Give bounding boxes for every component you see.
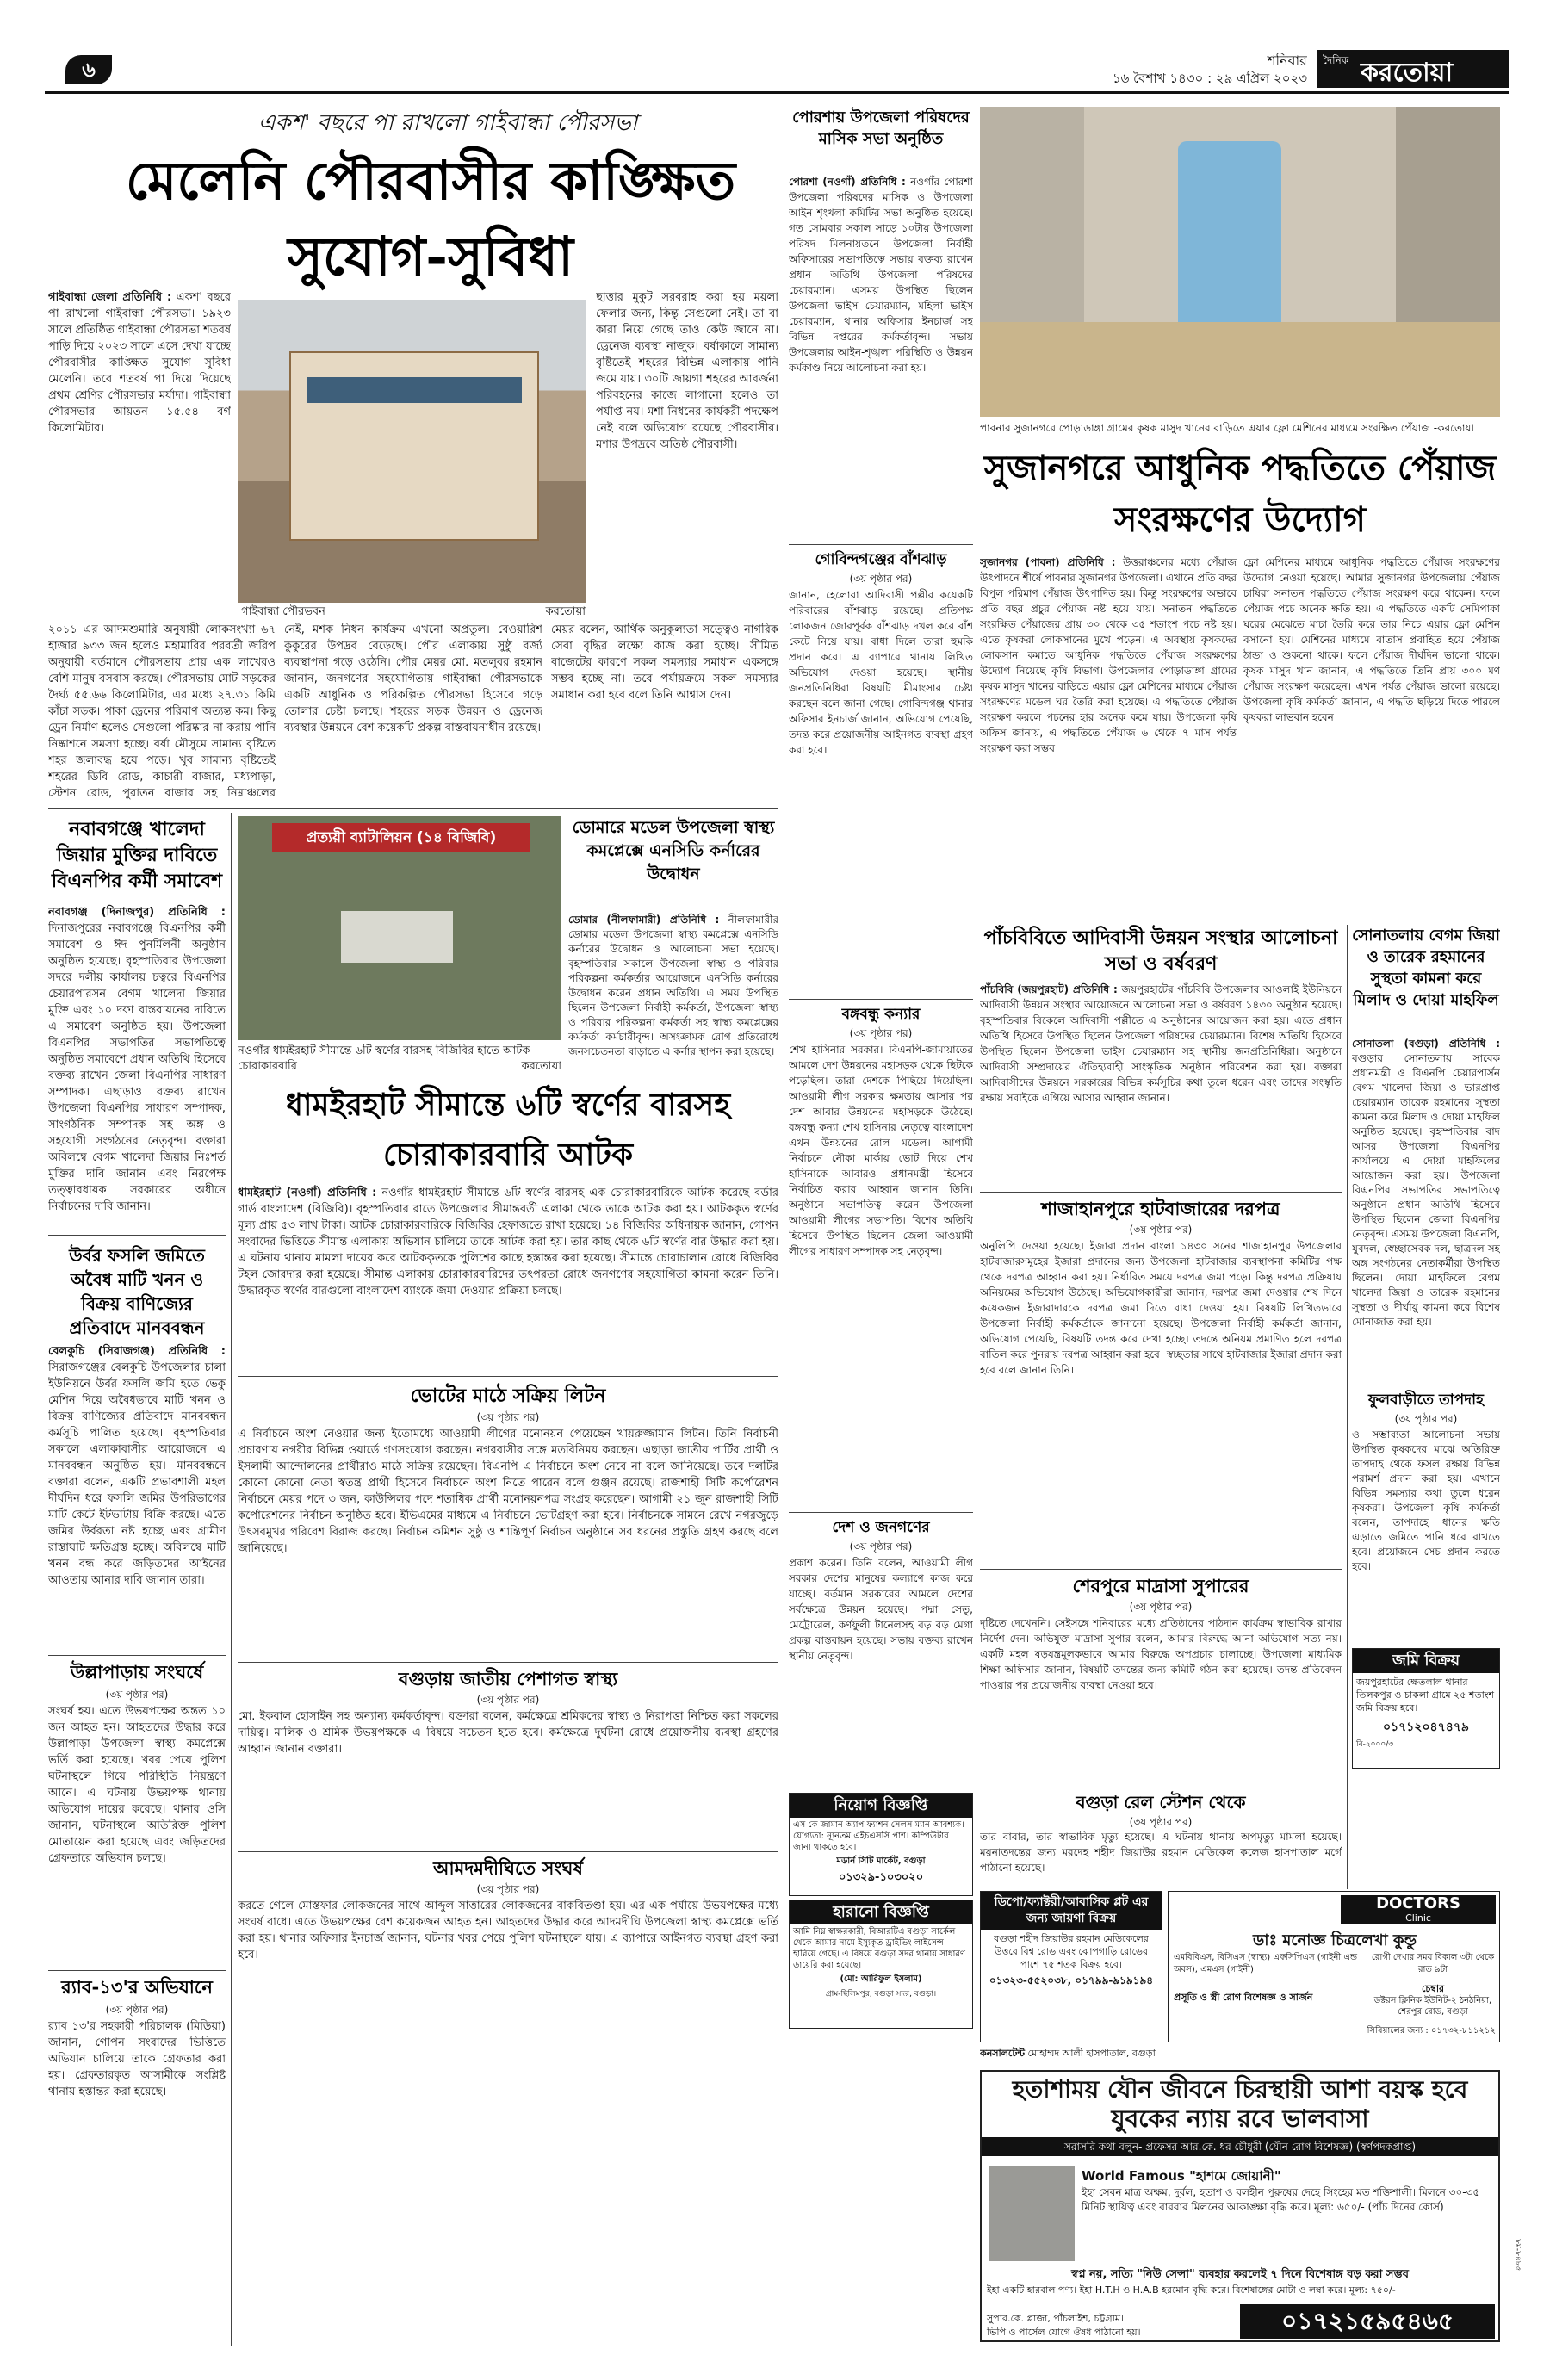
nawabganj-byline: নবাবগঞ্জ (দিনাজপুর) প্রতিনিধি : bbox=[48, 906, 226, 919]
rab-text: র‌্যাব ১৩'র সহকারী পরিচালক (মিডিয়া) জানান, গোপন সংবাদের ভিত্তিতে অভিযান চালিয়ে তাকে গ্রেফতার করা হয়। গ্রেফতারকৃত আসামীকে সংশ্লিষ্ট থানায় হস্তান্তর করা হয়েছে। bbox=[48, 2020, 226, 2098]
left-rule-3 bbox=[48, 1970, 226, 1971]
phulbari-cont: (৩য় পৃষ্ঠার পর) bbox=[1394, 1413, 1458, 1425]
doctors-degree: এমবিবিএস, বিসিএস (স্বাস্থ্য) এফসিপিএস (গাইনী এন্ড অবস), এমএস (গাইনী) bbox=[1174, 1953, 1357, 1974]
bangabandhu-cont: (৩য় পৃষ্ঠার পর) bbox=[849, 1027, 913, 1039]
lead-photo-credit: করতোয়া bbox=[545, 605, 586, 618]
sonatola-body bbox=[1352, 1037, 1500, 1381]
ullapara2-text: সংঘর্ষ হয়। এতে উভয়পক্ষের অন্তত ১০ জন আহত হন। আহতদের উদ্ধার করে উল্লাপাড়া উপজেলা স্বাস্থ্য কমপ্লেক্সে ভর্তি করা হয়েছে। খবর পেয়ে পুলিশ ঘটনাস্থলে গিয়ে পরিস্থিতি নিয়ন্ত্রণে আনে। এ ঘটনায় উভয়পক্ষ থানায় অভিযোগ দায়ের করেছে। থানার ওসি জানান, ঘটনাস্থলে অতিরিক্ত পুলিশ মোতায়েন করা হয়েছে এবং জড়িতদের গ্রেফতারে অভিযান চলছে। bbox=[48, 1705, 226, 1865]
niyog-ad bbox=[789, 1793, 973, 1896]
porsha-headline: পোরশায় উপজেলা পরিষদের মাসিক সভা অনুষ্ঠিত bbox=[792, 108, 970, 148]
desh-text: প্রকাশ করেন। তিনি বলেন, আওয়ামী লীগ সরকার দেশের মানুষের কল্যাণে কাজ করে যাচ্ছে। বর্তমান সরকারের আমলে দেশের সর্বক্ষেত্রে উন্নয়ন হয়েছে। পদ্মা সেতু, মেট্রোরেল, কর্ণফুলী টানেলসহ বড় বড় মেগা প্রকল্প বাস্তবায়ন হয়েছে। সভায় বক্তব্য রাখেন স্থানীয় নেতৃবৃন্দ। bbox=[789, 1557, 973, 1662]
jomi-body: জয়পুরহাটের ক্ষেতলাল থানার তিলকপুর ও চাকলা গ্রামে ২৫ শতাংশ জমি বিক্রয় হবে। bbox=[1356, 1677, 1495, 1714]
lead-col1 bbox=[48, 289, 231, 608]
page-number-badge bbox=[65, 55, 112, 84]
doctors-name: ডাঃ মনোজ্ঞ চিত্রলেখা কুন্ডু bbox=[1252, 1931, 1417, 1949]
onion-caption: পাবনার সুজানগরে পোড়াডাঙ্গা গ্রামের কৃষক মাসুদ খানের বাড়িতে এয়ার ফ্লো মেশিনের মাধ্যমে সংরক্ষিত পেঁয়াজ -করতোয়া bbox=[980, 422, 1474, 434]
pharmacy-delivery: ভিপি ও পার্সেল যোগে ঔষধ পাঠানো হয়। bbox=[987, 2327, 1141, 2338]
ullapara-byline: বেলকুচি (সিরাজগঞ্জ) প্রতিনিধি : bbox=[48, 1345, 226, 1358]
pharmacy-product: World Famous "হাশমে জোয়ানী" bbox=[1082, 2168, 1281, 2184]
niyog-address: মডার্ন সিটি মার্কেট, বগুড়া bbox=[836, 1856, 926, 1866]
nawabganj-headline: নবাবগঞ্জে খালেদা জিয়ার মুক্তির দাবিতে বিএনপির কর্মী সমাবেশ bbox=[51, 818, 223, 892]
doctors-spec: প্রসূতি ও স্ত্রী রোগ বিশেষজ্ঞ ও সার্জন bbox=[1174, 1992, 1313, 2003]
bogura-rail-headline: বগুড়া রেল স্টেশন থেকে bbox=[1076, 1792, 1246, 1813]
jomi-phone: ০১৭১২০৪৭৪৭৯ bbox=[1382, 1720, 1470, 1734]
bogura-jatiya-text: মো. ইকবাল হোসাইন সহ অন্যান্য কর্মকর্তাবৃন্দ। বক্তারা বলেন, কর্মক্ষেত্রে শ্রমিকদের স্বাস্থ্য ও নিরাপত্তা নিশ্চিত করা সকলের দায়িত্ব। মালিক ও শ্রমিক উভয়পক্ষকে এ বিষয়ে সচেতন হতে হবে। কর্মক্ষেত্রে দুর্ঘটনা রোধে প্রয়োজনীয় ব্যবস্থা গ্রহণের আহ্বান জানান বক্তারা। bbox=[238, 1710, 778, 1756]
page-number: ৬ bbox=[82, 58, 96, 82]
lead-body-3 bbox=[551, 622, 778, 803]
doctors-serial: সিরিয়ালের জন্য : ০১৭৩২-৮১১২১২ bbox=[1367, 2026, 1496, 2036]
govindaganj-bash-rule bbox=[789, 999, 973, 1000]
pharmacy-tagline: স্বপ্ন নয়, সত্যি "নিউ সেন্সা" ব্যবহার করলেই ৭ দিনে বিশেষাঙ্গ বড় করা সম্ভব bbox=[1071, 2268, 1409, 2281]
dipo-phone: ০১৩২৩-৫৫২০৩৮, ০১৭৯৯-৯১৯১৯৪ bbox=[989, 1974, 1154, 1986]
shajahanpur-text: অনুলিপি দেওয়া হয়েছে। ইজারা প্রদান বাংলা ১৪৩০ সনের শাজাহানপুর উপজেলার হাটবাজারসমূহের ইজারা প্রদানের জন্য উপজেলা হাটবাজার ব্যবস্থাপনা কমিটির পক্ষ থেকে দরপত্র আহ্বান করা হয়। নির্ধারিত সময়ে দরপত্র জমা পড়ে। কিন্তু দরপত্র প্রক্রিয়ায় অনিয়মের অভিযোগ উঠেছে। অভিযোগকারীরা জানান, দরপত্র জমা দেওয়ার শেষ দিনে কয়েকজন ইজারাদারকে দরপত্র জমা দিতে বাধা দেওয়া হয়। বিষয়টি লিখিতভাবে উপজেলা নির্বাহী কর্মকর্তাকে জানানো হয়েছে। উপজেলা নির্বাহী কর্মকর্তা জানান, অভিযোগ পেয়েছি, বিষয়টি তদন্ত করে দেখা হচ্ছে। তদন্তে অনিয়ম প্রমাণিত হলে দরপত্র বাতিল করে পুনরায় দরপত্র আহ্বান করা হবে। স্বচ্ছতার সাথে হাটবাজার ইজারা প্রদান করা হবে বলে জানান তিনি। bbox=[980, 1240, 1342, 1376]
side-note: ৮ম-৮৪৮৫ bbox=[1513, 2239, 1522, 2272]
lead-body-1 bbox=[48, 622, 276, 803]
sonatola-headline: সোনাতলায় বেগম জিয়া ও তারেক রহমানের সুস্থতা কামনা করে মিলাদ ও দোয়া মাহফিল bbox=[1352, 927, 1500, 1009]
doctors-ad bbox=[1168, 1891, 1500, 2042]
harano-body: আমি নিম্ন স্বাক্ষরকারী, বিআরটিএ বগুড়া সার্কেল থেকে আমার নামে ইস্যুকৃত ড্রাইভিং লাইসেন্স হারিয়ে গেছে। এ বিষয়ে বগুড়া সদর থানায় সাধারণ ডায়েরি করা হয়েছে। bbox=[793, 1927, 965, 1970]
porsha-body bbox=[789, 174, 973, 536]
col-rule-1 bbox=[231, 813, 232, 2346]
niyog-title: নিয়োগ বিজ্ঞপ্তি bbox=[790, 1794, 972, 1818]
onion-text: উত্তরাঞ্চলের মধ্যে পেঁয়াজ উৎপাদনে শীর্ষে পাবনার সুজানগর উপজেলা। এখানে প্রতি বছর বিপুল পরিমাণ পেঁয়াজ উৎপাদিত হয়। কিন্তু সংরক্ষণের অভাবে প্রতি বছর প্রচুর পেঁয়াজ নষ্ট হয়ে যায়। সনাতন পদ্ধতিতে সংরক্ষিত পেঁয়াজের প্রায় ৩০ থেকে ৩৫ শতাংশ পচে নষ্ট হয়। এতে কৃষকরা লোকসানের মুখে পড়েন। এ অবস্থায় কৃষকদের লোকসান কমাতে আধুনিক পদ্ধতিতে পেঁয়াজ সংরক্ষণের উদ্যোগ নিয়েছে কৃষি বিভাগ। উপজেলার পোড়াডাঙ্গা গ্রামের কৃষক মাসুদ খানের বাড়িতে এয়ার ফ্লো মেশিনের মাধ্যমে পেঁয়াজ সংরক্ষণের মডেল ঘর তৈরি করা হয়েছে। এ পদ্ধতিতে পেঁয়াজ সংরক্ষণ করলে পচনের হার অনেক কমে যায়। উপজেলা কৃষি অফিস জানায়, এ পদ্ধতিতে পেঁয়াজ ৬ থেকে ৭ মাস পর্যন্ত সংরক্ষণ করা সম্ভব। bbox=[980, 556, 1237, 754]
dhomar-headline: ডোমারে মডেল উপজেলা স্বাস্থ্য কমপ্লেক্সে এনসিডি কর্নারের উদ্বোধন bbox=[572, 818, 775, 883]
ullapara-text: সিরাজগঞ্জের বেলকুচি উপজেলার চালা ইউনিয়নে উর্বর ফসলি জমি হতে ভেকু মেশিন দিয়ে অবৈধভাবে মাটি খনন ও বিক্রয় বাণিজ্যের প্রতিবাদে মানববন্ধন কর্মসূচি পালিত হয়েছে। বৃহস্পতিবার সকালে এলাকাবাসীর আয়োজনে এ মানববন্ধন অনুষ্ঠিত হয়। মানববন্ধনে বক্তারা বলেন, একটি প্রভাবশালী মহল দীর্ঘদিন ধরে ফসলি জমির উপরিভাগের মাটি কেটে ইটভাটায় বিক্রি করছে। এতে জমির উর্বরতা নষ্ট হচ্ছে এবং গ্রামীণ রাস্তাঘাট ক্ষতিগ্রস্ত হচ্ছে। অবিলম্বে মাটি খনন বন্ধ করে জড়িতদের আইনের আওতায় আনার দাবি জানান তারা। bbox=[48, 1361, 226, 1587]
panchbibi-text: জয়পুরহাটের পাঁচবিবি উপজেলার আওলাই ইউনিয়নে আদিবাসী উন্নয়ন সংস্থার আয়োজনে আলোচনা সভা ও বর্ষবরণ ১৪৩০ অনুষ্ঠান হয়েছে। বৃহস্পতিবার বিকেলে আদিবাসী পল্লীতে এ অনুষ্ঠানের আয়োজন করা হয়। এতে প্রধান অতিথি হিসেবে উপস্থিত ছিলেন উপজেলা পরিষদের চেয়ারম্যান। বিশেষ অতিথি হিসেবে উপস্থিত ছিলেন উপজেলা ভাইস চেয়ারম্যান সহ স্থানীয় জনপ্রতিনিধিরা। অনুষ্ঠানে আদিবাসী সম্প্রদায়ের ঐতিহ্যবাহী সাংস্কৃতিক অনুষ্ঠান পরিবেশন করা হয়। বক্তারা আদিবাসীদের উন্নয়নে সরকারের বিভিন্ন কর্মসূচির কথা তুলে ধরেন এবং তাদের সংস্কৃতি রক্ষায় সবাইকে এগিয়ে আসার আহ্বান জানান। bbox=[980, 983, 1342, 1104]
dhomar-body bbox=[568, 913, 778, 1076]
shajahanpur-rule bbox=[980, 1569, 1342, 1570]
bgb-caption-credit: করতোয়া bbox=[521, 1060, 561, 1073]
lead-col2-text-b: মশা নিধনের কার্যকরী পদক্ষেপ নেই বলে অভিযোগ রয়েছে পৌরবাসীর। মশার উপদ্রবে অতিষ্ঠ পৌরবাসী। bbox=[596, 406, 778, 451]
pharmacy-title: হতাশাময় যৌন জীবনে চিরস্থায়ী আশা বয়স্ক হবে যুবকের ন্যায় রবে ভালবাসা bbox=[1012, 2075, 1468, 2133]
onion-headline: সুজানগরে আধুনিক পদ্ধতিতে পেঁয়াজ সংরক্ষণের উদ্যোগ bbox=[983, 448, 1497, 540]
dipo-title: ডিপো/ফ্যাক্টরী/আবাসিক প্লট এর জন্য জায়গা বিক্রয় bbox=[981, 1892, 1162, 1930]
ullapara2-body bbox=[48, 1703, 226, 1962]
harano-name: (মো: আরিফুল ইসলাম) bbox=[840, 1974, 922, 1984]
bangabandhu-headline: বঙ্গবন্ধু কন্যার bbox=[841, 1006, 921, 1023]
panchbibi-byline: পাঁচবিবি (জয়পুরহাট) প্রতিনিধি : bbox=[980, 983, 1118, 995]
left-rule-2 bbox=[48, 1655, 226, 1656]
lead-body-2 bbox=[284, 622, 542, 803]
col-rule-3 bbox=[1347, 925, 1348, 1889]
bogura-jatiya-rule bbox=[238, 1851, 778, 1852]
lead-bottom-rule bbox=[48, 808, 778, 809]
doctors-time: রোগী দেখার সময় বিকাল ৩টা থেকে রাত ৯টা bbox=[1371, 1953, 1495, 1974]
vote-body bbox=[238, 1426, 778, 1658]
lead-kicker: একশ' বছরে পা রাখলো গাইবান্ধা পৌরসভা bbox=[257, 110, 638, 136]
sherpur-body bbox=[980, 1615, 1342, 1788]
bgb-photo bbox=[238, 816, 561, 1040]
lead-photo-caption: গাইবান্ধা পৌরভবন bbox=[241, 605, 326, 618]
dipo-body: বগুড়া শহীদ জিয়াউর রহমান মেডিকেলের উত্তরে বিশ্ব রোড এবং ঝোপগাড়ি রোডের পাশে ৭৫ শতক বিক্রয় হবে। bbox=[994, 1933, 1149, 1970]
shajahanpur-headline: শাজাহানপুরে হাটবাজারের দরপত্র bbox=[1041, 1198, 1280, 1219]
lead-photo bbox=[238, 300, 586, 603]
amadighi-cont: (৩য় পৃষ্ঠার পর) bbox=[476, 1883, 540, 1895]
paper-name: করতোয়া bbox=[1361, 58, 1454, 88]
amadighi-text: করতে গেলে মোস্তফার লোকজনের সাথে আব্দুল সাত্তারের লোকজনের বাকবিতণ্ডা হয়। এর এক পর্যায়ে উভয়পক্ষের মধ্যে সংঘর্ষ বাধে। এতে উভয়পক্ষের বেশ কয়েকজন আহত হন। আহতদের উদ্ধার করে আদমদীঘি উপজেলা স্বাস্থ্য কমপ্লেক্সে ভর্তি করা হয়। থানার অফিসার ইনচার্জ জানান, ঘটনার খবর পেয়ে পুলিশ ঘটনাস্থলে যায়। এ ব্যাপারে আইনগত ব্যবস্থা গ্রহণ করা হবে। bbox=[238, 1900, 778, 1962]
vote-headline: ভোটের মাঠে সক্রিয় লিটন bbox=[410, 1385, 606, 1407]
jomi-title: জমি বিক্রয় bbox=[1353, 1649, 1499, 1673]
bangabandhu-rule bbox=[789, 1512, 973, 1513]
bangabandhu-body bbox=[789, 1042, 973, 1507]
sonatola-text: বগুড়ার সোনাতলায় সাবেক প্রধানমন্ত্রী ও বিএনপি চেয়ারপার্সন বেগম খালেদা জিয়া ও ভারপ্রাপ্ত চেয়ারম্যান তারেক রহমানের সুস্থতা কামনা করে মিলাদ ও দোয়া মাহফিল অনুষ্ঠিত হয়েছে। বৃহস্পতিবার বাদ আসর উপজেলা বিএনপির কার্যালয়ে এ দোয়া মাহফিলের আয়োজন করা হয়। উপজেলা বিএনপির সভাপতির সভাপতিত্বে অনুষ্ঠানে প্রধান অতিথি হিসেবে উপস্থিত ছিলেন জেলা বিএনপির নেতৃবৃন্দ। এসময় উপজেলা বিএনপি, যুবদল, স্বেচ্ছাসেবক দল, ছাত্রদল সহ অঙ্গ সংগঠনের নেতাকর্মীরা উপস্থিত ছিলেন। দোয়া মাহফিলে বেগম খালেদা জিয়া ও তারেক রহমানের সুস্থতা ও দীর্ঘায়ু কামনা করে বিশেষ মোনাজাত করা হয়। bbox=[1352, 1052, 1500, 1328]
govindaganj-bash-body bbox=[789, 587, 973, 997]
jomi-ref: বি-২০০০/৩ bbox=[1356, 1740, 1394, 1749]
nawabganj-body bbox=[48, 904, 226, 1231]
bogura-jatiya-headline: বগুড়ায় জাতীয় পেশাগত স্বাস্থ্য bbox=[398, 1668, 618, 1689]
header-day: শনিবার bbox=[1268, 53, 1307, 69]
paper-logo bbox=[1318, 50, 1509, 88]
govindaganj-bash-headline: গোবিন্দগঞ্জের বাঁশঝাড় bbox=[815, 551, 947, 568]
bgb-byline: ধামইরহাট (নওগাঁ) প্রতিনিধি : bbox=[238, 1187, 377, 1199]
harano-ad bbox=[789, 1900, 973, 2029]
lead-headline: মেলেনি পৌরবাসীর কাঙ্ক্ষিত সুযোগ-সুবিধা bbox=[125, 149, 736, 288]
panchbibi-rule bbox=[980, 1192, 1342, 1193]
shajahanpur-cont: (৩য় পৃষ্ঠার পর) bbox=[1129, 1224, 1193, 1236]
ullapara-headline: উর্বর ফসলি জমিতে অবৈধ মাটি খনন ও বিক্রয় বাণিজ্যের প্রতিবাদে মানববন্ধন bbox=[69, 1245, 205, 1338]
harano-title: হারানো বিজ্ঞপ্তি bbox=[790, 1900, 972, 1924]
consultant-box bbox=[980, 2046, 1162, 2067]
rab-cont: (৩য় পৃষ্ঠার পর) bbox=[105, 2004, 169, 2016]
amadighi-body bbox=[238, 1898, 778, 2346]
pharmacy-address: সুপার.কে. প্লাজা, পাঁচলাইশ, চট্টগ্রাম। bbox=[987, 2313, 1124, 2324]
doctors-sub: Clinic bbox=[1405, 1912, 1431, 1924]
bogura-jatiya-body bbox=[238, 1708, 778, 1846]
header-rule bbox=[45, 91, 1509, 94]
bogura-jatiya-cont: (৩য় পৃষ্ঠার পর) bbox=[476, 1694, 540, 1706]
sonatola-byline: সোনাতলা (বগুড়া) প্রতিনিধি : bbox=[1352, 1038, 1500, 1050]
harano-address: গ্রাম-ছিলিমপুর, বগুড়া সদর, বগুড়া। bbox=[825, 1990, 937, 1999]
bgb-photo-banner: প্রত্যয়ী ব্যাটালিয়ন (১৪ বিজিবি) bbox=[272, 823, 530, 852]
nawabganj-text: দিনাজপুরের নবাবগঞ্জে বিএনপির কর্মী সমাবেশ ও ঈদ পুনর্মিলনী অনুষ্ঠান অনুষ্ঠিত হয়েছে। বৃহস্পতিবার উপজেলা সদরে দলীয় কার্যালয় চত্বরে বিএনপির চেয়ারপারসন বেগম খালেদা জিয়ার মুক্তি এবং ১০ দফা বাস্তবায়নের দাবিতে এ সমাবেশ অনুষ্ঠিত হয়। উপজেলা বিএনপির সভাপতির সভাপতিত্বে অনুষ্ঠিত সমাবেশে প্রধান অতিথি হিসেবে বক্তব্য রাখেন জেলা বিএনপির সাধারণ সম্পাদক। এছাড়াও বক্তব্য রাখেন উপজেলা বিএনপির সাধারণ সম্পাদক, সাংগঠনিক সম্পাদক সহ অঙ্গ ও সহযোগী সংগঠনের নেতৃবৃন্দ। বক্তারা অবিলম্বে বেগম খালেদা জিয়ার নিঃশর্ত মুক্তির দাবি জানান এবং নিরপেক্ষ তত্ত্বাবধায়ক সরকারের অধীনে নির্বাচনের দাবি জানান। bbox=[48, 922, 226, 1213]
consultant-body: মোহাম্মদ আলী হাসপাতাল, বগুড়া bbox=[1027, 2048, 1156, 2059]
bgb-text: নওগাঁর ধামইরহাট সীমান্তে ৬টি স্বর্ণের বারসহ এক চোরাকারবারিকে আটক করেছে বর্ডার গার্ড বাংলাদেশ (বিজিবি)। বৃহস্পতিবার রাতে উপজেলার সীমান্তবর্তী এলাকা থেকে তাকে আটক করা হয়। আটককৃত স্বর্ণের মূল্য প্রায় ৫৩ লাখ টাকা। আটক চোরাকারবারিকে বিজিবির হেফাজতে রাখা হয়েছে। ১৪ বিজিবির অধিনায়ক জানান, গোপন সংবাদের ভিত্তিতে সীমান্ত এলাকায় অভিযান চালিয়ে তাকে আটক করা হয়। তার কাছ থেকে ৬টি স্বর্ণের বার উদ্ধার করা হয়। এ ঘটনায় থানায় মামলা দায়ের করে আটককৃতকে পুলিশের কাছে হস্তান্তর করা হয়েছে। সীমান্তে চোরাচালান রোধে বিজিবির টহল জোরদার করা হয়েছে। সীমান্ত এলাকায় চোরাকারবারিদের তৎপরতা রোধে জনগণের সহযোগিতা কামনা করেন তিনি। উদ্ধারকৃত স্বর্ণের বারগুলো বাংলাদেশ ব্যাংকে জমা দেওয়ার প্রক্রিয়া চলছে। bbox=[238, 1187, 778, 1298]
vote-cont: (৩য় পৃষ্ঠার পর) bbox=[476, 1411, 540, 1423]
onion-text-2: ফ্লো মেশিনের মাধ্যমে আধুনিক পদ্ধতিতে পেঁয়াজ সংরক্ষণের উদ্যোগ নেওয়া হয়েছে। আমার সুজানগর উপজেলায় পেঁয়াজ চাষিরা সনাতন পদ্ধতিতে পেঁয়াজ সংরক্ষণ করে থাকেন। ফলে পেঁয়াজ পচে অনেক ক্ষতি হয়। এ পদ্ধতিতে একটি সেমিপাকা ঘরের মেঝেতে মাচা তৈরি করে তার নিচে এয়ার ফ্লো মেশিন বসানো হয়। মেশিনের মাধ্যমে বাতাস প্রবাহিত হয়ে পেঁয়াজ ঠান্ডা ও শুকনো থাকে। ফলে পেঁয়াজ দীর্ঘদিন ভালো থাকে। কৃষক মাসুদ খান জানান, এ পদ্ধতিতে তিনি প্রায় ৩০০ মণ পেঁয়াজ সংরক্ষণ করেছেন। এখন পর্যন্ত পেঁয়াজ ভালো রয়েছে। উপজেলা কৃষি কর্মকর্তা জানান, এ পদ্ধতি ছড়িয়ে দিতে পারলে কৃষকরা লাভবান হবেন। bbox=[1243, 556, 1500, 723]
sherpur-text: দৃষ্টিতে দেখেননি। সেইসঙ্গে শনিবারের মধ্যে প্রতিষ্ঠানের পাঠদান কার্যক্রম স্বাভাবিক রাখার নির্দেশ দেন। অভিযুক্ত মাদ্রাসা সুপার বলেন, আমার বিরুদ্ধে আনা অভিযোগ সত্য নয়। একটি মহল ষড়যন্ত্রমূলকভাবে আমার বিরুদ্ধে অপপ্রচার চালাচ্ছে। উপজেলা মাধ্যমিক শিক্ষা অফিসার জানান, বিষয়টি তদন্তের জন্য কমিটি গঠন করা হয়েছে। তদন্ত প্রতিবেদন পাওয়ার পর প্রয়োজনীয় ব্যবস্থা নেওয়া হবে। bbox=[980, 1617, 1342, 1691]
lead-byline: গাইবান্ধা জেলা প্রতিনিধি : bbox=[48, 291, 172, 304]
bgb-body bbox=[238, 1185, 778, 1373]
paper-name-small: দৈনিক bbox=[1323, 54, 1349, 66]
niyog-phone: ০১৩২৯-১০৩০২০ bbox=[838, 1871, 924, 1884]
onion-body-2 bbox=[1243, 555, 1500, 916]
onion-body-1 bbox=[980, 555, 1237, 916]
bogura-rail-body bbox=[980, 1829, 1342, 1889]
bgb-caption bbox=[238, 1044, 561, 1075]
doctors-address: ডক্টরস ক্লিনিক ইউনিট-২ ঠনঠনিয়া, শেরপুর রোড, বগুড়া bbox=[1373, 1996, 1492, 2017]
desh-headline: দেশ ও জনগণের bbox=[832, 1519, 930, 1536]
consultant-title: কনসালটেন্ট bbox=[980, 2048, 1025, 2059]
phulbari-text: ও সম্ভাব্যতা আলোচনা সভায় উপস্থিত কৃষকদের মাঝে অতিরিক্ত তাপদাহ থেকে ফসল রক্ষায় বিভিন্ন পরামর্শ প্রদান করা হয়। এখানে বিভিন্ন সমস্যার কথা তুলে ধরেন কৃষকরা। উপজেলা কৃষি কর্মকর্তা বলেন, তাপদাহে ধানের ক্ষতি এড়াতে জমিতে পানি ধরে রাখতে হবে। প্রয়োজনে সেচ প্রদান করতে হবে। bbox=[1352, 1429, 1500, 1572]
mohadevpur-headline bbox=[568, 1090, 778, 1091]
dhomar-text: নীলফামারীর ডোমার মডেল উপজেলা স্বাস্থ্য কমপ্লেক্সে এনসিডি কর্নারের উদ্বোধন ও আলোচনা সভা হয়েছে। বৃহস্পতিবার সকালে উপজেলা স্বাস্থ্য ও পরিবার পরিকল্পনা কর্মকর্তার আয়োজনে এনসিডি কর্নারের উদ্বোধন করেন প্রধান অতিথি। এ সময় উপস্থিত ছিলেন উপজেলা নির্বাহী কর্মকর্তা, উপজেলা স্বাস্থ্য ও পরিবার পরিকল্পনা কর্মকর্তা সহ স্বাস্থ্য কমপ্লেক্সের কর্মকর্তা কর্মচারীবৃন্দ। অসংক্রামক রোগ প্রতিরোধে জনসচেতনতা বাড়াতে এ কর্নার স্থাপন করা হয়েছে। bbox=[568, 914, 778, 1057]
vote-rule bbox=[238, 1662, 778, 1663]
niyog-body: এস কে জামান অ্যাপ ফ্যাশন সেলস ম্যান আবশ্যক। যোগ্যতা: ন্যূনতম এইচএসসি পাশ। কম্পিউটার জানা থাকতে হবে। bbox=[793, 1820, 964, 1852]
porsha-text: নওগাঁর পোরশা উপজেলা পরিষদের মাসিক ও উপজেলা আইন শৃংখলা কমিটির সভা অনুষ্ঠিত হয়েছে। গত সোমবার সকাল সাড়ে ১০টায় উপজেলা পরিষদ মিলনায়তনে উপজেলা নির্বাহী অফিসারের সভাপতিত্বে সভায় বক্তব্য রাখেন প্রধান অতিথি উপজেলা পরিষদের চেয়ারম্যান। এসময় উপস্থিত ছিলেন উপজেলা ভাইস চেয়ারম্যান, মহিলা ভাইস চেয়ারম্যান, থানার অফিসার ইনচার্জ সহ বিভিন্ন দপ্তরের কর্মকর্তাবৃন্দ। সভায় উপজেলার আইন-শৃঙ্খলা পরিস্থিতি ও উন্নয়ন কর্মকাণ্ড নিয়ে আলোচনা করা হয়। bbox=[789, 176, 973, 374]
phulbari-headline: ফুলবাড়ীতে তাপদাহ bbox=[1367, 1391, 1484, 1409]
pharmacy-photo bbox=[989, 2166, 1075, 2261]
lead-body-2-text: নেই, মশক নিধন কার্যক্রম এখনো অপ্রতুল। বেওয়ারিশ কুকুরের উপদ্রব বেড়েছে। পৌর এলাকায় সুষ্ঠু বর্জ্য ব্যবস্থাপনা গড়ে ওঠেনি। পৌর মেয়র মো. মতলুবর রহমান জানান, জনগণের সহযোগিতায় গাইবান্ধা পৌরসভাকে একটি আধুনিক ও পরিকল্পিত পৌরসভা হিসেবে গড়ে তোলার চেষ্টা চলছে। শহরের সড়ক উন্নয়ন ও ড্রেনেজ ব্যবস্থার উন্নয়নে বেশ কয়েকটি প্রকল্প বাস্তবায়নাধীন রয়েছে। bbox=[284, 623, 542, 734]
rab-headline: র‌্যাব-১৩'র অভিযানে bbox=[61, 1976, 213, 1998]
onion-byline: সুজানগর (পাবনা) প্রতিনিধি : bbox=[980, 556, 1116, 568]
pharmacy-ad bbox=[980, 2070, 1500, 2342]
lead-col2-text: ছাত্তার মুকুট সরবরাহ করা হয় ময়লা ফেলার জন্য, কিন্তু সেগুলো নেই। তা বা কারা নিয়ে গেছে তাও কেউ জানে না। ড্রেনেজ ব্যবস্থা নাজুক। বর্ষাকালে সামান্য বৃষ্টিতেই শহরের বিভিন্ন এলাকায় পানি জমে যায়। ৩০টি জায়গা শহরের আবর্জনা পরিবহনের কাজে লাগানো হলেও তা পর্যাপ্ত নয়। bbox=[596, 291, 778, 418]
porsha-rule bbox=[789, 544, 973, 545]
bangabandhu-text: শেখ হাসিনার সরকার। বিএনপি-জামায়াতের আমলে দেশ উন্নয়নের মহাসড়ক থেকে ছিটকে পড়েছিল। তারা দেশকে পিছিয়ে দিয়েছিল। আওয়ামী লীগ সরকার ক্ষমতায় আসার পর দেশ আবার উন্নয়নের মহাসড়কে উঠেছে। বঙ্গবন্ধু কন্যা শেখ হাসিনার নেতৃত্বে বাংলাদেশ এখন উন্নয়নের রোল মডেল। আগামী নির্বাচনে নৌকা মার্কায় ভোট দিয়ে শেখ হাসিনাকে আবারও প্রধানমন্ত্রী হিসেবে নির্বাচিত করার আহ্বান জানান তিনি। অনুষ্ঠানে সভাপতিত্ব করেন উপজেলা আওয়ামী লীগের সভাপতি। বিশেষ অতিথি হিসেবে উপস্থিত ছিলেন জেলা আওয়ামী লীগের সাধারণ সম্পাদক সহ নেতৃবৃন্দ। bbox=[789, 1044, 973, 1257]
doctors-brand: DOCTORS bbox=[1376, 1894, 1460, 1912]
rab-body bbox=[48, 2018, 226, 2337]
panchbibi-body bbox=[980, 982, 1342, 1188]
lead-body-1-text: ২০১১ এর আদমশুমারি অনুযায়ী লোকসংখ্যা ৬৭ হাজার ৯৩৩ জন হলেও মহামারির পরবর্তী জরিপ অনুযায়ী বর্তমানে পৌরসভায় প্রায় এক লাখেরও বেশি মানুষ বসবাস করছে। পৌরসভায় মোট সড়কের দৈর্ঘ্য ৫৫.৬৬ কিলোমিটার, এর মধ্যে ২৭.৩১ কিমি কাঁচা সড়ক। পাকা ড্রেনের পরিমাণ অত্যন্ত কম। কিছু ড্রেন নির্মাণ হলেও সেগুলো পরিষ্কার না করায় পানি নিষ্কাশনে সমস্যা হচ্ছে। বর্ষা মৌসুমে সামান্য বৃষ্টিতে শহর জলাবদ্ধ হয়ে পড়ে। খুব সামান্য বৃষ্টিতেই শহরের ডিবি রোড, কাচারী বাজার, মধ্যপাড়া, স্টেশন রোড, পুরাতন বাজার সহ নিম্নাঞ্চলের bbox=[48, 623, 276, 800]
pharmacy-phone: ০১৭২১৫৯৫৪৬৫ bbox=[1240, 2304, 1495, 2339]
govindaganj-bash-text: জানান, হেলোরা আদিবাসী পল্লীর কয়েকটি পরিবারের বাঁশঝাড় রয়েছে। প্রতিপক্ষ লোকজন জোরপূর্বক বাঁশঝাড় দখল করে বাঁশ কেটে নিয়ে যায়। বাধা দিলে তারা হুমকি প্রদান করে। এ ব্যাপারে থানায় লিখিত অভিযোগ দেওয়া হয়েছে। স্থানীয় জনপ্রতিনিধিরা বিষয়টি মীমাংসার চেষ্টা করছেন বলে জানা গেছে। গোবিন্দগঞ্জ থানার অফিসার ইনচার্জ জানান, অভিযোগ পেয়েছি, তদন্ত করে প্রয়োজনীয় আইনগত ব্যবস্থা গ্রহণ করা হবে। bbox=[789, 589, 973, 756]
doctors-chamber: চেম্বার bbox=[1421, 1983, 1445, 1994]
bogura-rail-text: তার বাবার, তার স্বাভাবিক মৃত্যু হয়েছে। এ ঘটনায় থানায় অপমৃত্যু মামলা হয়েছে। ময়নাতদন্তের জন্য মরদেহ শহীদ জিয়াউর রহমান মেডিকেল কলেজ হাসপাতাল মর্গে পাঠানো হয়েছে। bbox=[980, 1831, 1342, 1874]
desh-body bbox=[789, 1555, 973, 1788]
jomi-ad bbox=[1352, 1648, 1500, 1769]
pharmacy-tagline-body: ইহা একটি হারবাল পণ্য। ইহা H.T.H ও H.A.B হরমোন বৃদ্ধি করে। বিশেষাঙ্গের মোটা ও লম্বা করে। মূল্য: ৭৫০/- bbox=[987, 2284, 1396, 2296]
lead-col2 bbox=[596, 289, 778, 608]
shajahanpur-body bbox=[980, 1238, 1342, 1565]
pharmacy-body: ইহা সেবন মাত্র অক্ষম, দুর্বল, হতাশ ও বলহীন পুরুষের দেহে সিংহের মত শক্তিশালী। মিলনে ৩০-৩৫ মিনিট স্থায়িত্ব এবং বারবার মিলনের আকাঙ্ক্ষা বৃদ্ধি করে। মূল্য: ৬৫০/- (পাঁচ দিনের কোর্স) bbox=[1082, 2186, 1480, 2213]
panchbibi-headline: পাঁচবিবিতে আদিবাসী উন্নয়ন সংস্থার আলোচনা সভা ও বর্ষবরণ bbox=[983, 927, 1338, 975]
pharmacy-strip: সরাসরি কথা বলুন- প্রফেসর আর.কে. ধর চৌধুরী (যৌন রোগ বিশেষজ্ঞ) (স্বর্ণপদকপ্রাপ্ত) bbox=[982, 2137, 1498, 2156]
sherpur-headline: শেরপুরে মাদ্রাসা সুপারের bbox=[1072, 1575, 1249, 1596]
left-rule-1 bbox=[48, 1235, 226, 1236]
header-date: ১৬ বৈশাখ ১৪৩০ : ২৯ এপ্রিল ২০২৩ bbox=[1112, 71, 1307, 86]
porsha-byline: পোরশা (নওগাঁ) প্রতিনিধি : bbox=[789, 176, 906, 188]
bgb-headline: ধামইরহাট সীমান্তে ৬টি স্বর্ণের বারসহ চোরাকারবারি আটক bbox=[285, 1087, 731, 1173]
lead-body-3-text: মেয়র বলেন, আর্থিক অনুকূল্যতা সত্ত্বেও নাগরিক সেবা বৃদ্ধির লক্ষ্যে কাজ করা হচ্ছে। সীমিত বাজেটের কারণে সকল সমস্যার সমাধান একসঙ্গে সম্ভব হচ্ছে না। তবে পর্যায়ক্রমে সকল সমস্যার সমাধান করা হবে বলে তিনি আশ্বাস দেন। bbox=[551, 623, 778, 702]
bgb-rule bbox=[238, 1376, 778, 1377]
bgb-caption-text: নওগাঁর ধামইরহাট সীমান্তে ৬টি স্বর্ণের বারসহ বিজিবির হাতে আটক চোরাকারবারি bbox=[238, 1044, 530, 1073]
sherpur-cont: (৩য় পৃষ্ঠার পর) bbox=[1129, 1601, 1193, 1613]
bogura-rail-cont: (৩য় পৃষ্ঠার পর) bbox=[1129, 1816, 1193, 1828]
dhomar-byline: ডোমার (নীলফামারী) প্রতিনিধি : bbox=[568, 914, 720, 926]
ullapara2-headline: উল্লাপাড়ায় সংঘর্ষে bbox=[70, 1661, 204, 1683]
amadighi-headline: আমদমদীঘিতে সংঘর্ষ bbox=[433, 1857, 583, 1879]
lead-col1-text: একশ' বছরে পা রাখলো গাইবান্ধা পৌরসভা। ১৯২৩ সালে প্রতিষ্ঠিত গাইবান্ধা পৌরসভা শতবর্ষ পাড়ি দিয়ে ২০২৩ সালে এসে দেখা যাচ্ছে পৌরবাসীর কাঙ্ক্ষিত সুযোগ সুবিধা মেলেনি। তবে শতবর্ষ পা দিয়ে দিয়েছে প্রথম শ্রেণির পৌরসভার মর্যাদা। গাইবান্ধা পৌরসভার আয়তন ১৫.৫৪ বর্গ কিলোমিটার। bbox=[48, 291, 231, 435]
dipo-ad bbox=[980, 1891, 1162, 2042]
ullapara2-cont: (৩য় পৃষ্ঠার পর) bbox=[105, 1689, 169, 1701]
govindaganj-bash-cont: (৩য় পৃষ্ঠার পর) bbox=[849, 573, 913, 585]
vote-text: এ নির্বাচনে অংশ নেওয়ার জন্য ইতোমধ্যে আওয়ামী লীগের মনোনয়ন পেয়েছেন খায়রুজ্জামান লিটন। তিনি নির্বাচনী প্রচারণায় নগরীর বিভিন্ন ওয়ার্ডে গণসংযোগ করছেন। নগরবাসীর সঙ্গে মতবিনিময় করছেন। এছাড়া জাতীয় পার্টির প্রার্থী ও ইসলামী আন্দোলনের প্রার্থীরাও মাঠে সক্রিয় রয়েছেন। বিএনপি এ নির্বাচনে অংশ নেবে না বলে জানিয়েছে। তবে দলটির কোনো কোনো নেতা স্বতন্ত্র প্রার্থী হিসেবে নির্বাচনে অংশ নিতে পারেন বলে গুঞ্জন রয়েছে। রাজশাহী সিটি কর্পোরেশন নির্বাচনে মেয়র পদে ৩ জন, কাউন্সিলর পদে শতাধিক প্রার্থী মনোনয়নপত্র সংগ্রহ করেছেন। আগামী ২১ জুন রাজশাহী সিটি কর্পোরেশনের নির্বাচন অনুষ্ঠিত হবে। ইভিএমের মাধ্যমে এ নির্বাচনে ভোটগ্রহণ করা হবে। নির্বাচনকে সামনে রেখে নগরজুড়ে উৎসবমুখর পরিবেশ বিরাজ করছে। নির্বাচন কমিশন সুষ্ঠু ও শান্তিপূর্ণ নির্বাচন অনুষ্ঠানে সব ধরনের প্রস্তুতি গ্রহণ করছে বলে জানিয়েছে। bbox=[238, 1428, 778, 1555]
masthead bbox=[45, 50, 1509, 88]
onion-photo bbox=[980, 107, 1500, 417]
phulbari-body bbox=[1352, 1428, 1500, 1643]
doctors-brand-box bbox=[1341, 1895, 1496, 1924]
ullapara-body bbox=[48, 1343, 226, 1653]
desh-cont: (৩য় পৃষ্ঠার পর) bbox=[849, 1540, 913, 1553]
